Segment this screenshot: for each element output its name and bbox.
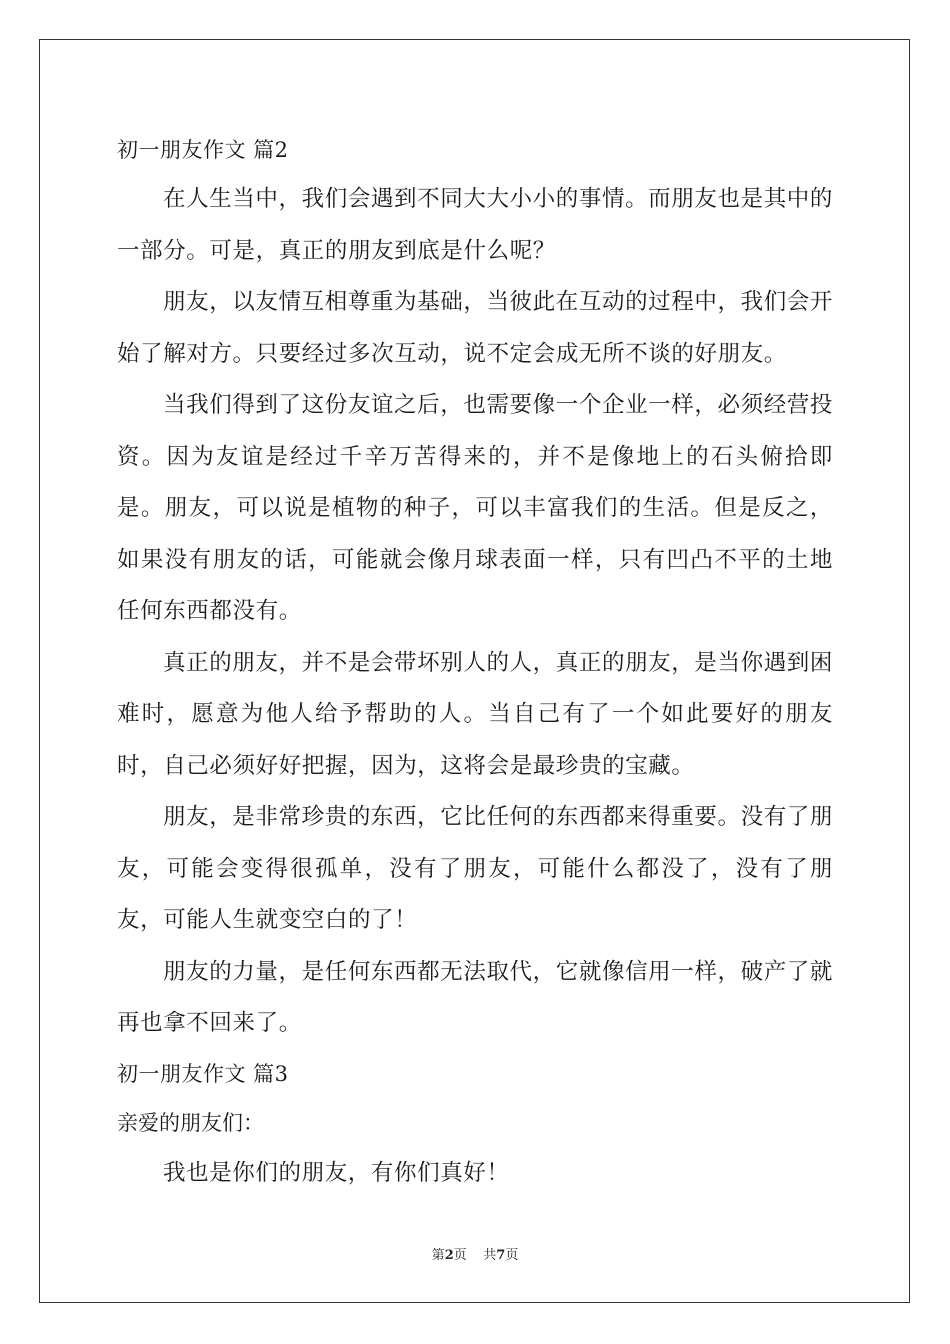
current-page-number: 2 bbox=[444, 1248, 454, 1263]
footer-prefix: 第 bbox=[431, 1248, 445, 1263]
paragraph: 当我们得到了这份友谊之后，也需要像一个企业一样，必须经营投资。因为友谊是经过千辛万苦得来的，并不是像地上的石头俯拾即是。朋友，可以说是植物的种子，可以丰富我们的生活。但是反之，如果没有朋友的话，可能就会像月球表面一样，只有凹凸不平的土地任何东西都没有。 bbox=[117, 392, 833, 624]
document-body bbox=[117, 126, 833, 1199]
paragraph: 真正的朋友，并不是会带坏别人的人，真正的朋友，是当你遇到困难时，愿意为他人给予帮助的人。当自己有了一个如此要好的朋友时，自己必须好好把握，因为，这将会是最珍贵的宝藏。 bbox=[117, 649, 833, 779]
page-footer bbox=[0, 1246, 950, 1266]
footer-mid: 页 共 bbox=[453, 1248, 497, 1263]
total-page-number: 7 bbox=[496, 1248, 506, 1263]
footer-suffix: 页 bbox=[505, 1248, 519, 1263]
salutation: 亲爱的朋友们： bbox=[117, 1110, 264, 1135]
paragraph: 朋友的力量，是任何东西都无法取代，它就像信用一样，破产了就再也拿不回来了。 bbox=[117, 958, 833, 1036]
paragraph: 朋友，以友情互相尊重为基础，当彼此在互动的过程中，我们会开始了解对方。只要经过多次互动，说不定会成无所不谈的好朋友。 bbox=[117, 289, 833, 367]
paragraph: 朋友，是非常珍贵的东西，它比任何的东西都来得重要。没有了朋友，可能会变得很孤单，没有了朋友，可能什么都没了，没有了朋友，可能人生就变空白的了！ bbox=[117, 804, 833, 933]
section-heading-2: 初一朋友作文 篇2 bbox=[117, 138, 289, 162]
paragraph: 我也是你们的朋友，有你们真好！ bbox=[163, 1159, 510, 1186]
paragraph: 在人生当中，我们会遇到不同大大小小的事情。而朋友也是其中的一部分。可是，真正的朋友到底是什么呢？ bbox=[117, 186, 833, 264]
section-heading-3: 初一朋友作文 篇3 bbox=[117, 1061, 289, 1086]
